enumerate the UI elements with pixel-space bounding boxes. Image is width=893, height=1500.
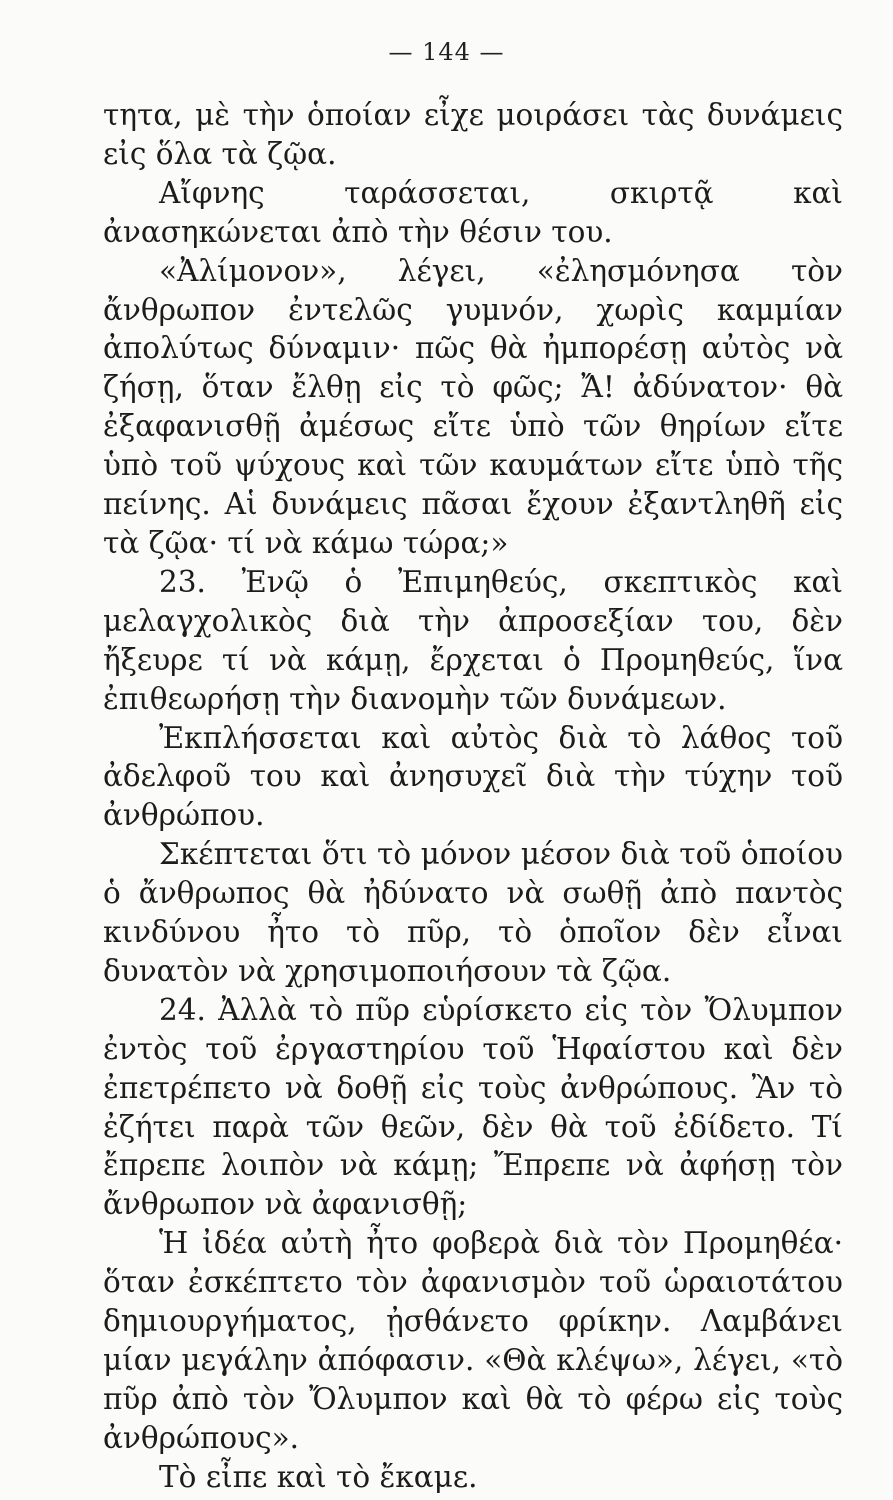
paragraph-9: Τὸ εἶπε καὶ τὸ ἔκαμε. xyxy=(159,1459,478,1494)
paragraph-2: Αἴφνης ταράσσεται, σκιρτᾷ καὶ ἀνασηκώνεται ἀπὸ τὴν θέσιν του. xyxy=(103,175,843,249)
paragraph-7: 24. Ἀλλὰ τὸ πῦρ εὑρίσκετο εἰς τὸν Ὄλυμπον ἐντὸς τοῦ ἐργαστηρίου τοῦ Ἡφαίστου καὶ δὲν ἐπετρέπετο νὰ δοθῇ εἰς τοὺς ἀνθρώπους. Ἂν τὸ ἐζήτει παρὰ τῶν θεῶν, δὲν θὰ τοῦ ἐδίδετο. Τί ἔπρεπε λοιπὸν νὰ κάμῃ; Ἔπρεπε νὰ ἀφήσῃ τὸν ἄνθρωπον νὰ ἀφανισθῇ; xyxy=(103,992,843,1222)
paragraph-6: Σκέπτεται ὅτι τὸ μόνον μέσον διὰ τοῦ ὁποίου ὁ ἄνθρωπος θὰ ἠδύνατο νὰ σωθῇ ἀπὸ παντὸς κινδύνου ἦτο τὸ πῦρ, τὸ ὁποῖον δὲν εἶναι δυνατὸν νὰ χρησιμοποιήσουν τὰ ζῷα. xyxy=(103,837,843,988)
paragraph-5: Ἐκπλήσσεται καὶ αὐτὸς διὰ τὸ λάθος τοῦ ἀδελφοῦ του καὶ ἀνησυχεῖ διὰ τὴν τύχην τοῦ ἀνθρώπου. xyxy=(103,720,843,833)
paragraph-1: τητα, μὲ τὴν ὁποίαν εἶχε μοιράσει τὰς δυνάμεις εἰς ὅλα τὰ ζῷα. xyxy=(103,98,843,171)
paragraph-3: «Ἀλίμονον», λέγει, «ἐλησμόνησα τὸν ἄνθρωπον ἐντελῶς γυμνόν, χωρὶς καμμίαν ἀπολύτως δύναμιν· πῶς θὰ ἠμπορέσῃ αὐτὸς νὰ ζήσῃ, ὅταν ἔλθῃ εἰς τὸ φῶς; Ἄ! ἀδύνατον· θὰ ἐξαφανισθῇ ἀμέσως εἴτε ὑπὸ τῶν θηρίων εἴτε ὑπὸ τοῦ ψύχους καὶ τῶν καυμάτων εἴτε ὑπὸ τῆς πείνης. Αἱ δυνάμεις πᾶσαι ἔχουν ἐξαντληθῆ εἰς τὰ ζῷα· τί νὰ κάμω τώρα;» xyxy=(103,253,843,560)
page-number: — 144 — xyxy=(388,38,505,66)
body-text xyxy=(103,96,843,1497)
paragraph-4: 23. Ἐνῷ ὁ Ἐπιμηθεύς, σκεπτικὸς καὶ μελαγχολικὸς διὰ τὴν ἀπροσεξίαν του, δὲν ἤξευρε τί νὰ κάμῃ, ἔρχεται ὁ Προμηθεύς, ἵνα ἐπιθεωρήσῃ τὴν διανομὴν τῶν δυνάμεων. xyxy=(103,564,843,716)
paragraph-8: Ἡ ἰδέα αὐτὴ ἦτο φοβερὰ διὰ τὸν Προμηθέα· ὅταν ἐσκέπτετο τὸν ἀφανισμὸν τοῦ ὡραιοτάτου δημιουργήματος, ᾐσθάνετο φρίκην. Λαμβάνει μίαν μεγάλην ἀπόφασιν. «Θὰ κλέψω», λέγει, «τὸ πῦρ ἀπὸ τὸν Ὄλυμπον καὶ θὰ τὸ φέρω εἰς τοὺς ἀνθρώπους». xyxy=(103,1226,843,1455)
